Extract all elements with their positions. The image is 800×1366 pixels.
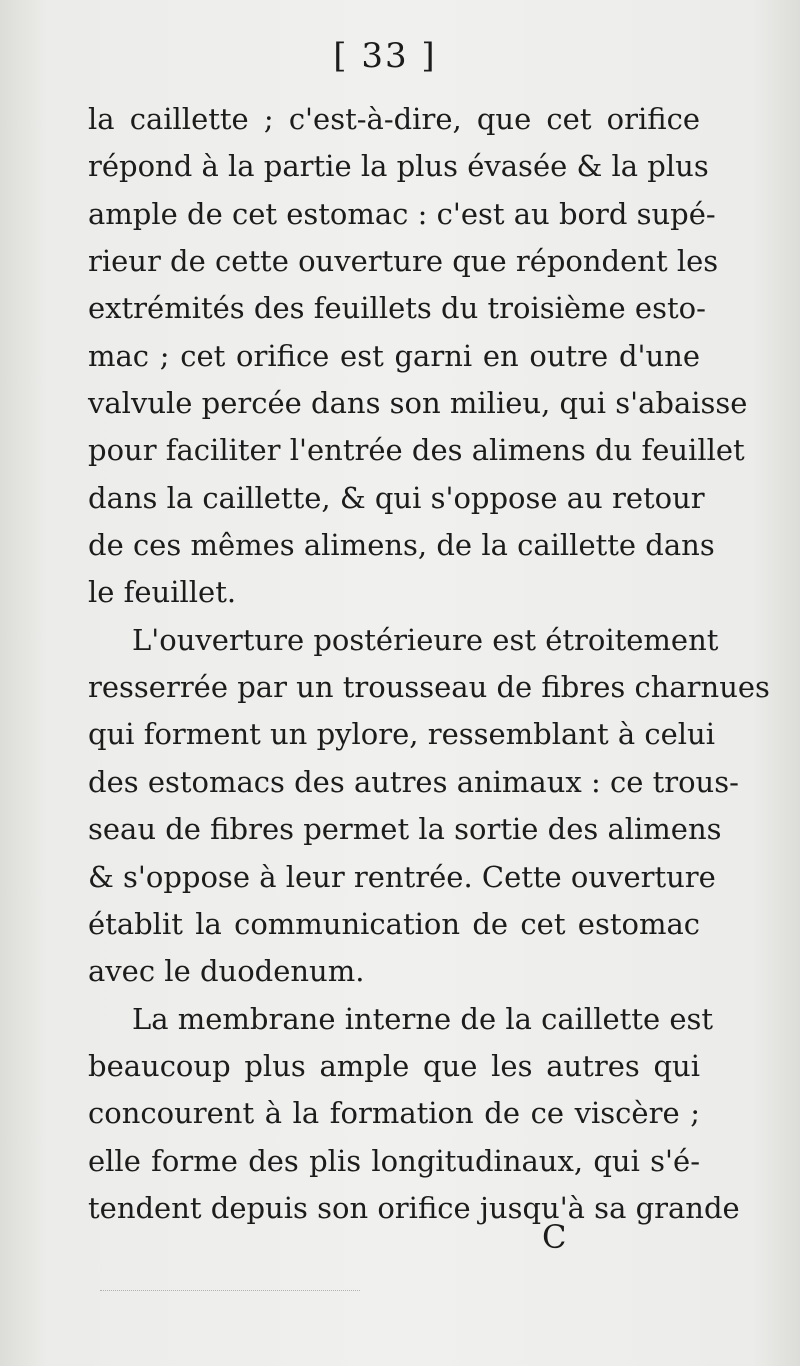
text-line: avec le duodenum. (88, 954, 365, 989)
text-line: de ces mêmes alimens, de la caillette dans (88, 528, 715, 563)
signature-mark: C (542, 1218, 567, 1256)
text-line: elle forme des plis longitudinaux, qui s'é- (88, 1143, 700, 1178)
text-line: dans la caillette, & qui s'oppose au retour (88, 480, 705, 515)
text-line: tendent depuis son orifice jusqu'à sa grande (88, 1190, 740, 1225)
text-line: le feuillet. (88, 575, 237, 610)
text-line: mac ; cet orifice est garni en outre d'une (88, 338, 700, 373)
text-line: & s'oppose à leur rentrée. Cette ouverture (88, 859, 716, 894)
text-line: répond à la partie la plus évasée & la plus (88, 149, 709, 184)
text-line: L'ouverture postérieure est étroitement (132, 622, 719, 657)
paper-specks (100, 1290, 360, 1295)
text-line: valvule percée dans son milieu, qui s'abaisse (88, 386, 748, 421)
body-text (88, 96, 770, 1232)
text-line: la caillette ; c'est-à-dire, que cet orifice (88, 102, 700, 136)
text-line: seau de fibres permet la sortie des alimens (88, 812, 722, 847)
text-line: concourent à la formation de ce viscère ; (88, 1096, 700, 1131)
text-line: rieur de cette ouverture que répondent les (88, 244, 719, 279)
page-number: [ 33 ] (333, 36, 437, 76)
text-line: resserrée par un trousseau de fibres charnues (88, 670, 770, 705)
text-line: qui forment un pylore, ressemblant à celui (88, 717, 715, 752)
text-line: beaucoup plus ample que les autres qui (88, 1048, 700, 1083)
text-line: ample de cet estomac : c'est au bord supé- (88, 196, 716, 231)
text-line: pour faciliter l'entrée des alimens du feuillet (88, 433, 745, 468)
text-line: établit la communication de cet estomac (88, 906, 700, 941)
text-line: La membrane interne de la caillette est (132, 1001, 714, 1036)
text-line: extrémités des feuillets du troisième esto- (88, 291, 706, 326)
text-line: des estomacs des autres animaux : ce trous- (88, 764, 739, 799)
